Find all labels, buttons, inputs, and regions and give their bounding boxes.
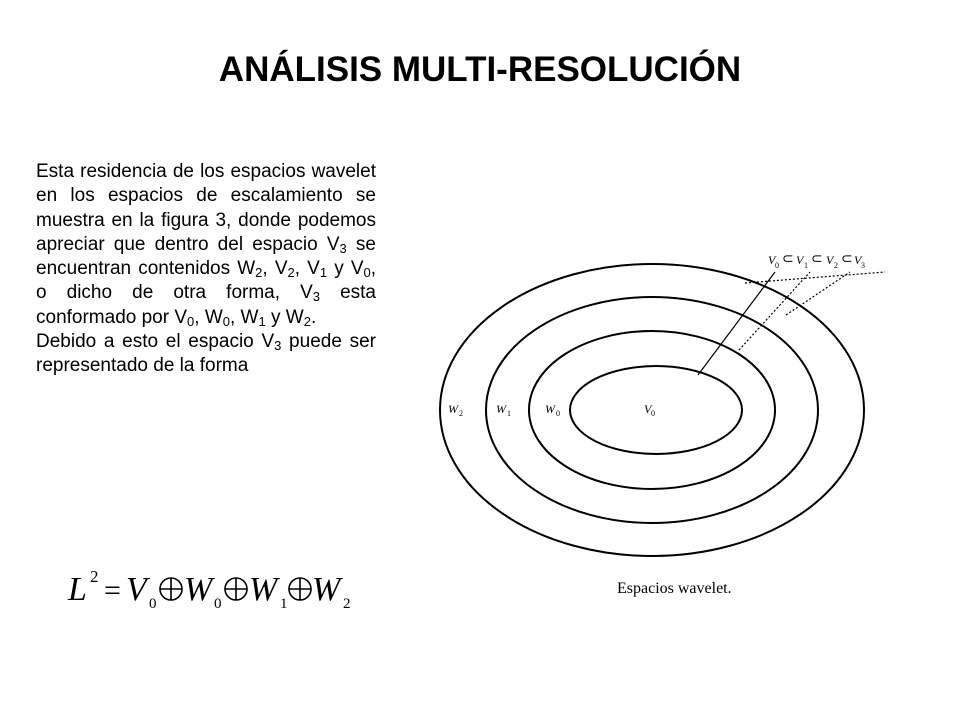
svg-text:W: W — [448, 402, 458, 416]
slide-title: ANÁLISIS MULTI-RESOLUCIÓN — [218, 50, 742, 89]
ellipse-v0 — [570, 366, 742, 454]
svg-text:0: 0 — [149, 596, 157, 612]
svg-text:2: 2 — [90, 567, 99, 586]
region-label-v0 — [644, 402, 655, 418]
svg-text:W: W — [249, 571, 278, 608]
svg-text:2: 2 — [343, 596, 351, 612]
svg-text:0: 0 — [556, 409, 560, 418]
svg-text:1: 1 — [507, 409, 511, 418]
direct-sum-icon — [225, 578, 247, 600]
svg-text:1: 1 — [804, 261, 808, 270]
svg-text:V: V — [854, 253, 862, 267]
nested-spaces-diagram — [430, 240, 920, 570]
svg-text:3: 3 — [861, 261, 865, 270]
svg-text:V: V — [126, 571, 147, 608]
svg-text:1: 1 — [280, 596, 288, 612]
svg-text:V: V — [768, 253, 776, 267]
region-label-w1 — [496, 402, 511, 418]
region-label-w0 — [545, 402, 560, 418]
svg-text:W: W — [184, 571, 213, 608]
svg-text:=: = — [104, 574, 121, 607]
svg-text:⊂: ⊂ — [841, 252, 853, 267]
svg-text:2: 2 — [834, 261, 838, 270]
svg-text:2: 2 — [459, 409, 463, 418]
svg-text:W: W — [312, 571, 341, 608]
svg-text:V: V — [644, 402, 652, 416]
svg-text:0: 0 — [651, 409, 655, 418]
subset-chain-label — [768, 252, 865, 270]
space-decomposition-formula — [64, 562, 364, 618]
pointer-line-v2 — [786, 272, 850, 315]
direct-sum-icon — [160, 578, 182, 600]
direct-sum-icon — [289, 578, 311, 600]
pointer-line-v3 — [745, 272, 885, 283]
region-label-w2 — [448, 402, 463, 418]
svg-text:0: 0 — [214, 596, 222, 612]
svg-text:V: V — [826, 253, 834, 267]
paragraph-1: Esta residencia de los espacios wavelet en los espacios de escalamiento se muestra en la figura 3, donde podemos apreciar que dentro del espacio $V_3$ se encuentran contenidos $W_2$, $V_2$, $V_1$ y $V_0$, o dicho de otra forma, $V_3$ esta conformado por $V_0$, $W_0$, $W_1$ y $W_2$. — [36, 161, 377, 329]
svg-text:0: 0 — [775, 261, 779, 270]
svg-text:⊂: ⊂ — [811, 252, 823, 267]
body-text — [36, 160, 376, 379]
svg-text:W: W — [496, 402, 506, 416]
svg-text:W: W — [545, 402, 555, 416]
svg-text:L: L — [68, 571, 87, 608]
paragraph-2: Debido a esto el espacio $V_3$ puede ser representado de la forma — [36, 331, 376, 377]
svg-text:⊂: ⊂ — [782, 252, 794, 267]
pointer-line-v1 — [739, 272, 810, 350]
svg-text:V: V — [796, 253, 804, 267]
figure-caption: Espacios wavelet. — [617, 580, 732, 597]
